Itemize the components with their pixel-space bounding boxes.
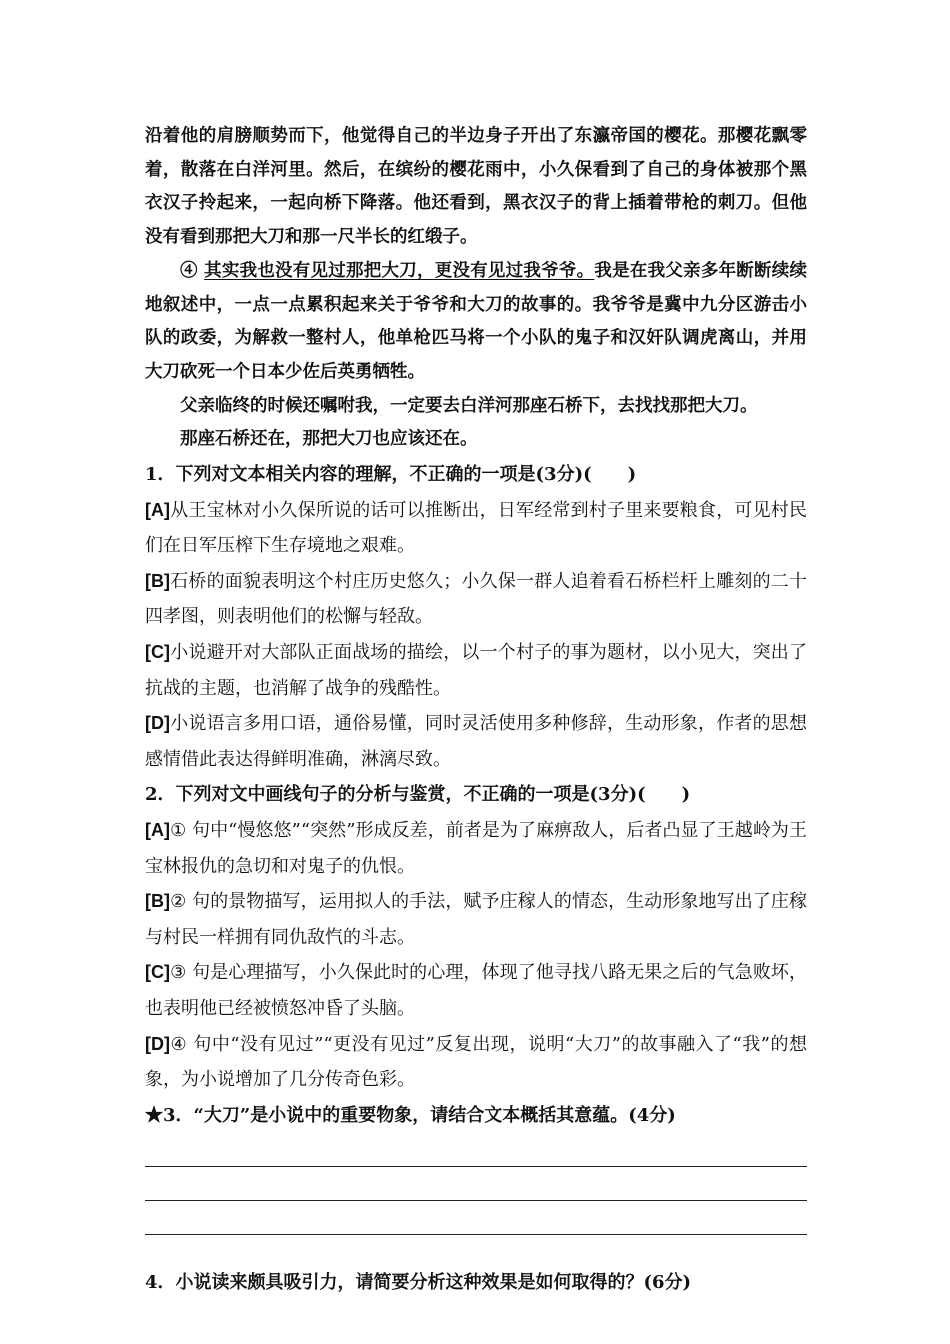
option-text: ① 句中“慢悠悠”“突然”形成反差，前者是为了麻痹敌人，后者凸显了王越岭为王宝林报仇的急切和对鬼子的仇恨。 (145, 819, 807, 877)
passage-paragraph-2-rest: 我是在我父亲多年断断续续地叙述中，一点一点累积起来关于爷爷和大刀的故事的。我爷爷是冀中九分区游击小队的政委，为解救一整村人，他单枪匹马将一个小队的鬼子和汉奸队调虎离山，并用大刀砍死一个日本少佐后英勇牺牲。 (145, 260, 808, 382)
option-text: 小说语言多用口语，通俗易懂，同时灵活使用多种修辞，生动形象，作者的思想感情借此表达得鲜明准确，淋漓尽致。 (145, 713, 807, 770)
underlined-sentence-4: 其实我也没有见过那把大刀，更没有见过我爷爷。 (204, 260, 595, 281)
option-label: [D] (145, 713, 170, 734)
question-1-option-b[interactable] (145, 564, 807, 635)
answer-line[interactable] (145, 1133, 807, 1167)
option-text: 小说避开对大部队正面战场的描绘，以一个村子的事为题材，以小见大，突出了抗战的主题，也消解了战争的残酷性。 (145, 642, 807, 699)
question-1-option-a[interactable] (145, 493, 807, 564)
option-label: [B] (145, 891, 170, 912)
option-label: [C] (145, 962, 170, 983)
option-label: [A] (145, 819, 170, 840)
answer-line[interactable] (145, 1201, 807, 1235)
option-label: [D] (145, 1033, 170, 1054)
question-4-title: 4．小说读来颇具吸引力，请简要分析这种效果是如何取得的？(6分) (145, 1272, 692, 1294)
option-text: ③ 句是心理描写，小久保此时的心理，体现了他寻找八路无果之后的气急败坏，也表明他已经被愤怒冲昏了头脑。 (145, 962, 807, 1019)
document-page (145, 120, 807, 1301)
passage-paragraph-2 (145, 255, 807, 390)
passage-paragraph-3: 父亲临终的时候还嘱咐我，一定要去白洋河那座石桥下，去找找那把大刀。 (180, 395, 758, 416)
passage-paragraph-1: 沿着他的肩膀顺势而下，他觉得自己的半边身子开出了东瀛帝国的樱花。那樱花飘零着，散落在白洋河里。然后，在缤纷的樱花雨中，小久保看到了自己的身体被那个黑衣汉子拎起来，一起向桥下降落。他还看到，黑衣汉子的背上插着带枪的刺刀。但他没有看到那把大刀和那一尺半长的红缎子。 (145, 126, 807, 248)
question-2-option-b[interactable] (145, 884, 807, 955)
spacer (145, 1235, 807, 1265)
passage-paragraph-4: 那座石桥还在，那把大刀也应该还在。 (180, 429, 478, 450)
question-2-option-c[interactable] (145, 955, 807, 1026)
question-2-title: 2．下列对文中画线句子的分析与鉴赏，不正确的一项是(3分)( ) (145, 784, 691, 806)
question-2-option-a[interactable] (145, 813, 807, 884)
sentence-marker-4: ④ (180, 260, 198, 281)
question-1-option-d[interactable] (145, 706, 807, 777)
option-label: [B] (145, 570, 170, 591)
answer-line[interactable] (145, 1167, 807, 1201)
option-label: [A] (145, 499, 170, 520)
question-3-title: ★3．“大刀”是小说中的重要物象，请结合文本概括其意蕴。(4分) (145, 1104, 676, 1126)
option-text: 从王宝林对小久保所说的话可以推断出，日军经常到村子里来要粮食，可见村民们在日军压榨下生存境地之艰难。 (145, 499, 807, 557)
question-1-option-c[interactable] (145, 635, 807, 706)
option-text: ④ 句中“没有见过”“更没有见过”反复出现，说明“大刀”的故事融入了“我”的想象，为小说增加了几分传奇色彩。 (145, 1033, 807, 1091)
question-2-option-d[interactable] (145, 1027, 807, 1098)
question-1-title: 1．下列对文本相关内容的理解，不正确的一项是(3分)( ) (145, 464, 637, 486)
option-label: [C] (145, 642, 170, 662)
option-text: ② 句的景物描写，运用拟人的手法，赋予庄稼人的情态，生动形象地写出了庄稼与村民一样拥有同仇敌忾的斗志。 (145, 891, 807, 948)
option-text: 石桥的面貌表明这个村庄历史悠久；小久保一群人追着看石桥栏杆上雕刻的二十四孝图，则表明他们的松懈与轻敌。 (145, 570, 807, 628)
